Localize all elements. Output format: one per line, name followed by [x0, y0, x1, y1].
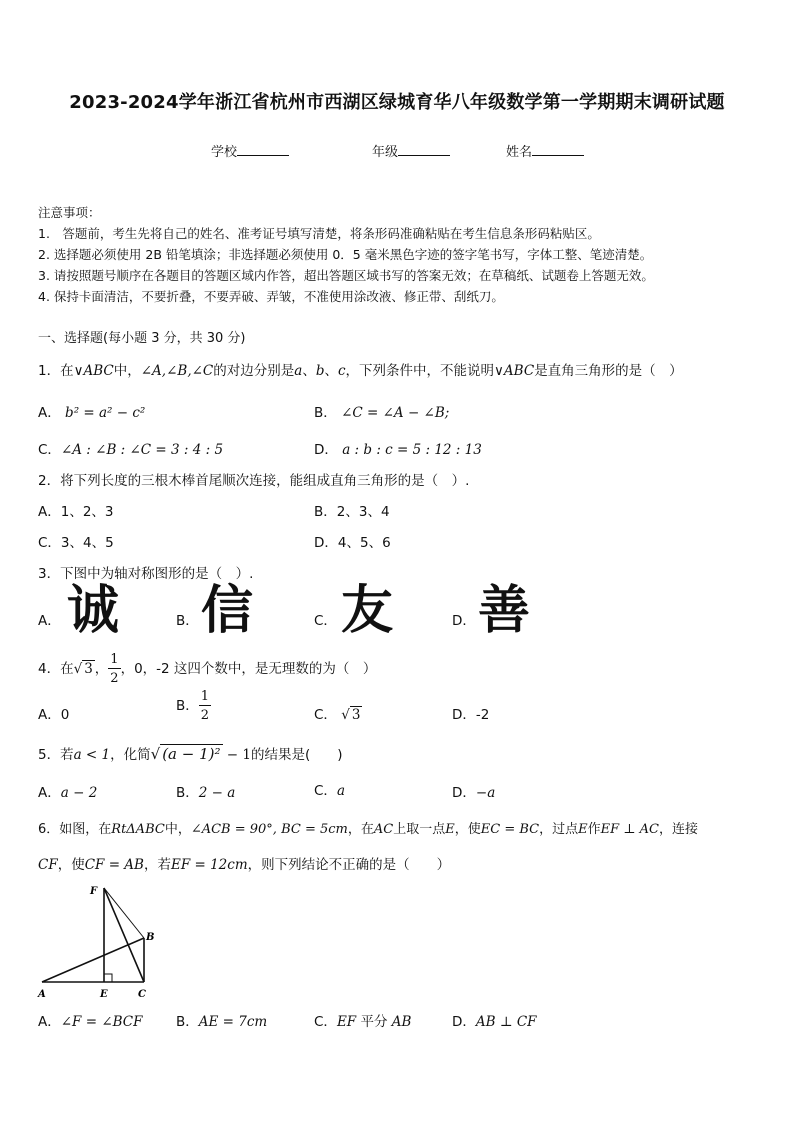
q4-option-c[interactable]: C． √ 3: [314, 707, 361, 723]
fraction: $\frac{1}{2}$: [110, 652, 119, 686]
q3-option-b-char[interactable]: 信: [201, 581, 254, 641]
q6-option-a[interactable]: A．∠F = ∠BCF: [38, 1014, 143, 1030]
q5-option-b[interactable]: B．2 − a: [176, 785, 236, 801]
question-1-stem: 1．在∨ABC中，∠A,∠B,∠C的对边分别是a、b、c，下列条件中，不能说明∨ABC是直角三角形的是（ ）: [38, 363, 683, 379]
q3-option-d-char[interactable]: 善: [478, 581, 531, 641]
note-item: 4. 保持卡面清洁，不要折叠，不要弄破、弄皱，不准使用涂改液、修正带、刮纸刀。: [38, 289, 504, 304]
sqrt-symbol: √ 3: [73, 661, 93, 677]
school-label: 学校: [211, 145, 238, 160]
q3-option-c-char[interactable]: 友: [341, 581, 394, 641]
school-field[interactable]: [211, 141, 289, 160]
question-2-stem: 2．将下列长度的三根木棒首尾顺次连接，能组成直角三角形的是（ ）.: [38, 473, 470, 489]
q3-option-d-label[interactable]: D．: [452, 613, 476, 629]
q6-option-c[interactable]: C．EF 平分 AB: [314, 1014, 412, 1030]
q6-option-d[interactable]: D．AB ⊥ CF: [452, 1014, 537, 1030]
q4-option-b[interactable]: B． $\frac{1}{2}$: [176, 689, 210, 723]
label-c: C: [138, 989, 146, 1000]
grade-blank[interactable]: [398, 143, 450, 156]
grade-field[interactable]: [372, 141, 450, 160]
label-f: F: [90, 886, 98, 897]
segment-fc: [104, 888, 144, 982]
note-item: 3. 请按照题号顺序在各题目的答题区域内作答，超出答题区域书写的答案无效；在草稿纸、试题卷上答题无效。: [38, 268, 654, 283]
label-b: B: [146, 932, 155, 943]
q1-option-c[interactable]: C．∠A : ∠B : ∠C = 3 : 4 : 5: [38, 442, 224, 458]
school-blank[interactable]: [237, 143, 289, 156]
note-item: 1. 答题前，考生先将自己的姓名、准考证号填写清楚，将条形码准确粘贴在考生信息条形码粘贴区。: [38, 226, 600, 241]
right-angle-mark: [104, 974, 112, 982]
segment-fb: [104, 888, 144, 938]
label-e: E: [100, 989, 108, 1000]
q3-option-b-label[interactable]: B．: [176, 613, 199, 629]
question-5-stem: 5．若a < 1，化简√ (a − 1)² − 1的结果是( ): [38, 745, 343, 763]
q6-geometry-figure: [34, 880, 164, 1002]
name-field[interactable]: [506, 141, 584, 160]
q4-option-d[interactable]: D．-2: [452, 707, 490, 723]
note-item: 2. 选择题必须使用 2B 铅笔填涂；非选择题必须使用 0．5 毫米黑色字迹的签字笔书写，字体工整、笔迹清楚。: [38, 247, 653, 262]
q2-option-d[interactable]: D．4、5、6: [314, 535, 391, 551]
q5-option-d[interactable]: D．−a: [452, 785, 496, 801]
q5-option-c[interactable]: C．a: [314, 783, 345, 799]
segment-ab: [42, 938, 144, 982]
section-heading: 一、选择题(每小题 3 分，共 30 分): [38, 331, 246, 346]
q1-option-b[interactable]: B． ∠C = ∠A − ∠B;: [314, 405, 450, 421]
grade-label: 年级: [372, 145, 399, 160]
q3-option-a-label[interactable]: A．: [38, 613, 61, 629]
label-a: A: [38, 989, 46, 1000]
q1-option-a[interactable]: A． b² = a² − c²: [38, 405, 146, 421]
q4-option-a[interactable]: A．0: [38, 707, 70, 723]
q2-option-c[interactable]: C．3、4、5: [38, 535, 114, 551]
question-3-stem: 3．下图中为轴对称图形的是（ ）.: [38, 566, 254, 582]
q2-option-b[interactable]: B．2、3、4: [314, 504, 390, 520]
q5-option-a[interactable]: A．a − 2: [38, 785, 98, 801]
q6-option-b[interactable]: B．AE = 7cm: [176, 1014, 268, 1030]
notes-heading: 注意事项：: [38, 205, 101, 220]
page-title: 2023-2024学年浙江省杭州市西湖区绿城育华八年级数学第一学期期末调研试题: [69, 92, 725, 113]
q1-option-d[interactable]: D． a : b : c = 5 : 12 : 13: [314, 442, 482, 458]
name-blank[interactable]: [532, 143, 584, 156]
question-4-stem: 4．在√ 3 ， $\frac{1}{2}$ ，0，-2 这四个数中，是无理数的为（ ）: [38, 652, 377, 686]
question-6-stem-line1: 6．如图，在RtΔABC中，∠ACB = 90°, BC = 5cm，在AC上取一点E，使EC = BC，过点E作EF ⊥ AC，连接: [38, 822, 698, 837]
q2-option-a[interactable]: A．1、2、3: [38, 504, 114, 520]
q3-option-c-label[interactable]: C．: [314, 613, 337, 629]
question-6-stem-line2: CF，使CF = AB，若EF = 12cm，则下列结论不正确的是（ ）: [38, 857, 451, 873]
name-label: 姓名: [506, 145, 533, 160]
q3-option-a-char[interactable]: 诚: [67, 581, 120, 641]
